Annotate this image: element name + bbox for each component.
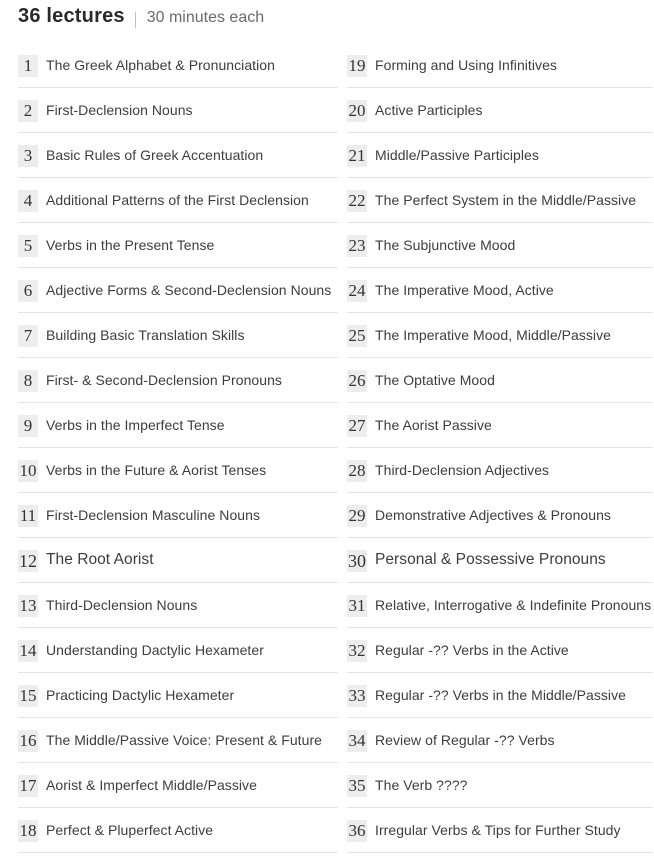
lecture-number: 3 [18,145,38,167]
lecture-title: The Verb ???? [375,777,468,793]
lecture-number: 5 [18,235,38,257]
lecture-title: Regular -?? Verbs in the Active [375,642,569,658]
lecture-number: 28 [348,461,366,480]
lecture-number: 2 [18,100,38,122]
lecture-title: Regular -?? Verbs in the Middle/Passive [375,687,626,703]
lecture-item [347,178,653,223]
lecture-item [347,763,653,808]
lecture-item [347,313,653,358]
lecture-title: The Subjunctive Mood [375,237,516,253]
lecture-item [18,673,338,718]
lecture-item [18,223,338,268]
lecture-number: 22 [348,191,366,210]
lecture-number: 14 [19,641,37,660]
lecture-item [347,43,653,88]
lecture-title: First-Declension Nouns [46,102,193,118]
lecture-number: 23 [348,236,366,255]
lecture-item [347,403,653,448]
lecture-title: Practicing Dactylic Hexameter [46,687,235,703]
lecture-number: 36 [348,821,366,840]
lecture-number: 12 [19,551,37,571]
lecture-title: Relative, Interrogative & Indefinite Pronouns [375,597,652,613]
lecture-number: 7 [18,325,38,347]
lecture-number: 25 [348,326,366,345]
lecture-title: Adjective Forms & Second-Declension Nouns [46,282,332,298]
lecture-column-left [18,43,338,853]
lecture-item [347,268,653,313]
lecture-number: 29 [348,506,366,525]
lecture-number: 9 [18,415,38,437]
lecture-item [347,673,653,718]
lecture-title: Understanding Dactylic Hexameter [46,642,264,658]
lecture-title: Perfect & Pluperfect Active [46,822,214,838]
lecture-item [347,718,653,763]
lecture-item [18,538,338,583]
lecture-title: Irregular Verbs & Tips for Further Study [375,822,621,838]
lecture-title: The Imperative Mood, Active [375,282,554,298]
lecture-title: The Optative Mood [375,372,495,388]
lecture-title: The Greek Alphabet & Pronunciation [46,57,275,73]
lecture-item [18,493,338,538]
lecture-number: 20 [348,101,366,120]
lecture-title: Third-Declension Adjectives [375,462,550,478]
lecture-title: Review of Regular -?? Verbs [375,732,555,748]
lecture-item [347,628,653,673]
lecture-item [347,493,653,538]
lecture-number: 35 [348,776,366,795]
lecture-item [18,88,338,133]
lecture-number: 16 [19,731,37,750]
lecture-number: 31 [348,596,366,615]
lecture-number: 19 [348,56,366,75]
lecture-item [18,133,338,178]
lecture-title: The Imperative Mood, Middle/Passive [375,327,611,343]
lecture-number: 32 [348,641,366,660]
lecture-item [18,43,338,88]
lecture-item [18,403,338,448]
lecture-number: 6 [18,280,38,302]
lecture-item [18,448,338,493]
lecture-count: 36 lectures [18,5,125,27]
lecture-number: 21 [348,146,366,165]
lecture-item [18,718,338,763]
lecture-title: The Middle/Passive Voice: Present & Future [46,732,323,748]
lecture-title: The Root Aorist [46,551,154,568]
lecture-item [347,583,653,628]
lecture-item [347,358,653,403]
lecture-item [18,178,338,223]
lecture-title: Building Basic Translation Skills [46,327,245,343]
lecture-title: Forming and Using Infinitives [375,57,557,73]
lecture-title: Aorist & Imperfect Middle/Passive [46,777,257,793]
lecture-number: 1 [18,55,38,77]
lecture-title: Additional Patterns of the First Declension [46,192,309,208]
lecture-summary-header [18,5,264,33]
lecture-number: 34 [348,731,366,750]
lecture-title: Verbs in the Imperfect Tense [46,417,225,433]
lecture-title: Middle/Passive Participles [375,147,539,163]
lecture-item [347,88,653,133]
lecture-title: Basic Rules of Greek Accentuation [46,147,264,163]
lecture-item [18,583,338,628]
lecture-title: Verbs in the Present Tense [46,237,215,253]
lecture-item [347,223,653,268]
lecture-title: Personal & Possessive Pronouns [375,551,606,568]
lecture-duration: 30 minutes each [146,9,265,26]
lecture-number: 4 [18,190,38,212]
lecture-title: First- & Second-Declension Pronouns [46,372,282,388]
lecture-number: 8 [18,370,38,392]
lecture-number: 33 [348,686,366,705]
lecture-title: First-Declension Masculine Nouns [46,507,261,523]
lecture-item [347,133,653,178]
lecture-title: The Perfect System in the Middle/Passive [375,192,637,208]
lecture-title: Verbs in the Future & Aorist Tenses [46,462,267,478]
lecture-column-right [347,43,653,853]
lecture-number: 15 [19,686,37,705]
header-divider [135,12,136,28]
lecture-number: 24 [348,281,366,300]
lecture-item [347,538,653,583]
lecture-title: The Aorist Passive [375,417,492,433]
lecture-number: 10 [19,461,37,480]
lecture-number: 30 [348,551,366,571]
lecture-number: 27 [348,416,366,435]
lecture-title: Demonstrative Adjectives & Pronouns [375,507,611,523]
lecture-title: Active Participles [375,102,483,118]
lecture-number: 17 [19,776,37,795]
lecture-item [18,808,338,853]
lecture-item [18,268,338,313]
lecture-number: 11 [19,506,37,525]
lecture-item [347,448,653,493]
lecture-title: Third-Declension Nouns [46,597,198,613]
lecture-number: 26 [348,371,366,390]
lecture-number: 13 [19,596,37,615]
lecture-item [347,808,653,853]
lecture-item [18,763,338,808]
lecture-item [18,313,338,358]
lecture-item [18,628,338,673]
lecture-number: 18 [19,821,37,840]
lecture-item [18,358,338,403]
